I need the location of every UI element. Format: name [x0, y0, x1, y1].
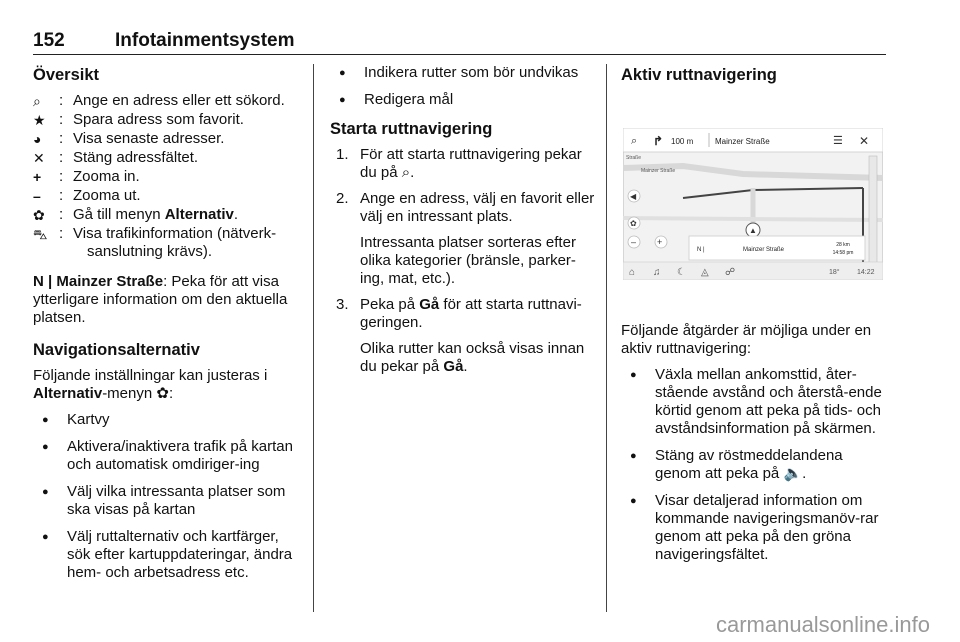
star-icon: ★	[33, 112, 46, 128]
plus-icon: +	[33, 169, 42, 185]
key-row: + : Zooma in.	[33, 168, 303, 187]
column-divider	[313, 64, 314, 612]
key-text: Spara adress som favorit.	[73, 111, 244, 128]
svg-text:Mainzer Straße: Mainzer Straße	[641, 168, 676, 174]
key-text: Visa senaste adresser.	[73, 130, 225, 147]
section-title: Infotainmentsystem	[115, 30, 295, 51]
list-item: ● Välj ruttalternativ och kartfärger, sök efter kartuppdateringar, ändra hem- och arbetsadress etc.	[33, 528, 303, 582]
search-icon: ⌕	[33, 93, 41, 109]
phone-icon: ☾	[677, 267, 686, 278]
traffic-icon: ⛍	[33, 226, 48, 242]
watermark: carmanualsonline.info	[715, 612, 930, 637]
speaker-icon: 🔈	[783, 465, 803, 482]
street-text: Mainzer Straße	[715, 137, 770, 146]
navigation-screen-image	[623, 128, 883, 280]
start-heading: Starta ruttnavigering	[330, 120, 493, 138]
key-list	[33, 92, 303, 261]
list-item: ● Indikera rutter som bör undvikas	[330, 64, 595, 82]
nav-options-intro: Följande inställningar kan justeras i Alternativ-menyn ✿:	[33, 367, 268, 402]
gear-icon: ✿	[33, 207, 45, 223]
step-item: 2. Ange en adress, välj en favorit eller välj en intressant plats. Intressanta platser sorteras efter olika kategorier (bränsle, parker-ing, mat, etc.).	[336, 190, 595, 287]
close-icon: ✕	[859, 134, 870, 148]
active-heading: Aktiv ruttnavigering	[621, 66, 777, 84]
list-item: ● Aktivera/inaktivera trafik på kartan och automatisk omdiriger-ing	[33, 438, 303, 474]
svg-text:14:22: 14:22	[857, 269, 875, 276]
search-icon: ⌕	[401, 164, 411, 181]
key-text: Gå till menyn Alternativ.	[73, 206, 239, 223]
list-item: ● Stäng av röstmeddelandena genom att peka på 🔈.	[621, 447, 889, 483]
col2-list	[330, 64, 595, 109]
nav-options-heading: Navigationsalternativ	[33, 341, 200, 359]
column-divider	[606, 64, 607, 612]
key-row: ⛍ : Visa trafikinformation (nätverk- sanslutning krävs).	[33, 225, 303, 261]
plus-icon: +	[657, 237, 663, 247]
nav-icon: ◬	[701, 267, 709, 278]
key-row: – : Zooma ut.	[33, 187, 303, 206]
svg-text:N |: N |	[697, 247, 705, 253]
steps-list	[330, 146, 595, 376]
svg-text:Mainzer Straße: Mainzer Straße	[743, 247, 785, 253]
svg-text:18°: 18°	[829, 269, 840, 276]
list-item: ● Redigera mål	[330, 91, 595, 109]
key-text: Zooma ut.	[73, 187, 141, 204]
page-header	[33, 28, 886, 55]
key-text: Visa trafikinformation (nätverk- sanslutning krävs).	[73, 225, 277, 260]
search-icon: ⌕	[631, 135, 638, 147]
car-position-icon: ▲	[749, 226, 757, 235]
list-item: ● Välj vilka intressanta platser som ska visas på kartan	[33, 483, 303, 519]
svg-text:28 km: 28 km	[836, 242, 850, 248]
nav-options-list	[33, 411, 303, 582]
home-icon: ⌂	[629, 267, 636, 278]
key-text: Zooma in.	[73, 168, 140, 185]
gear-icon: ✿	[630, 219, 637, 228]
overview-heading: Översikt	[33, 66, 100, 84]
active-list	[621, 366, 889, 564]
gear-icon: ✿	[156, 385, 169, 402]
list-icon: ☰	[833, 135, 843, 147]
step-item: 3. Peka på Gå för att starta ruttnavi-geringen. Olika rutter kan också visas innan du pekar på Gå.	[336, 296, 585, 375]
minus-icon: –	[33, 188, 41, 204]
close-icon: ✕	[33, 150, 45, 166]
key-text: Ange en adress eller ett sökord.	[73, 92, 285, 109]
minus-icon: –	[631, 237, 637, 247]
key-row: ★ : Spara adress som favorit.	[33, 111, 303, 130]
key-row: ✕ : Stäng adressfältet.	[33, 149, 303, 168]
list-item: ● Visar detaljerad information om kommande navigeringsmanöv-rar genom att peka på den gröna navigeringsfältet.	[621, 492, 889, 564]
column-2	[330, 64, 595, 384]
list-item: ● Växla mellan ankomsttid, åter-stående avstånd och återstå-ende körtid genom att peka på tids- och avståndsinformation på skärmen.	[621, 366, 889, 438]
key-row: ✿ : Gå till menyn Alternativ.	[33, 206, 303, 225]
svg-text:14:58 pm: 14:58 pm	[832, 250, 854, 256]
apps-icon: ☍	[725, 267, 736, 278]
active-intro: Följande åtgärder är möjliga under en aktiv ruttnavigering:	[621, 322, 872, 357]
svg-text:Straße: Straße	[626, 155, 642, 161]
recent-icon: ◕	[33, 131, 42, 147]
step-item: 1. För att starta ruttnavigering pekar du på ⌕.	[336, 146, 582, 181]
distance-text: 100 m	[671, 137, 694, 146]
turn-arrow-icon: ↱	[653, 134, 664, 148]
list-item: ● Kartvy	[33, 411, 303, 429]
speaker-icon: ◀	[630, 192, 637, 201]
column-3	[621, 64, 889, 92]
music-icon: ♫	[653, 267, 661, 278]
page-number: 152	[33, 30, 65, 51]
column-1	[33, 64, 303, 591]
key-text: Stäng adressfältet.	[73, 149, 199, 166]
column-3-body	[621, 322, 889, 573]
location-paragraph: N | Mainzer Straße: Peka för att visa ytterligare information om den aktuella platsen.	[33, 273, 288, 326]
key-row: ⌕ : Ange en adress eller ett sökord.	[33, 92, 303, 111]
key-row: ◕ : Visa senaste adresser.	[33, 130, 303, 149]
